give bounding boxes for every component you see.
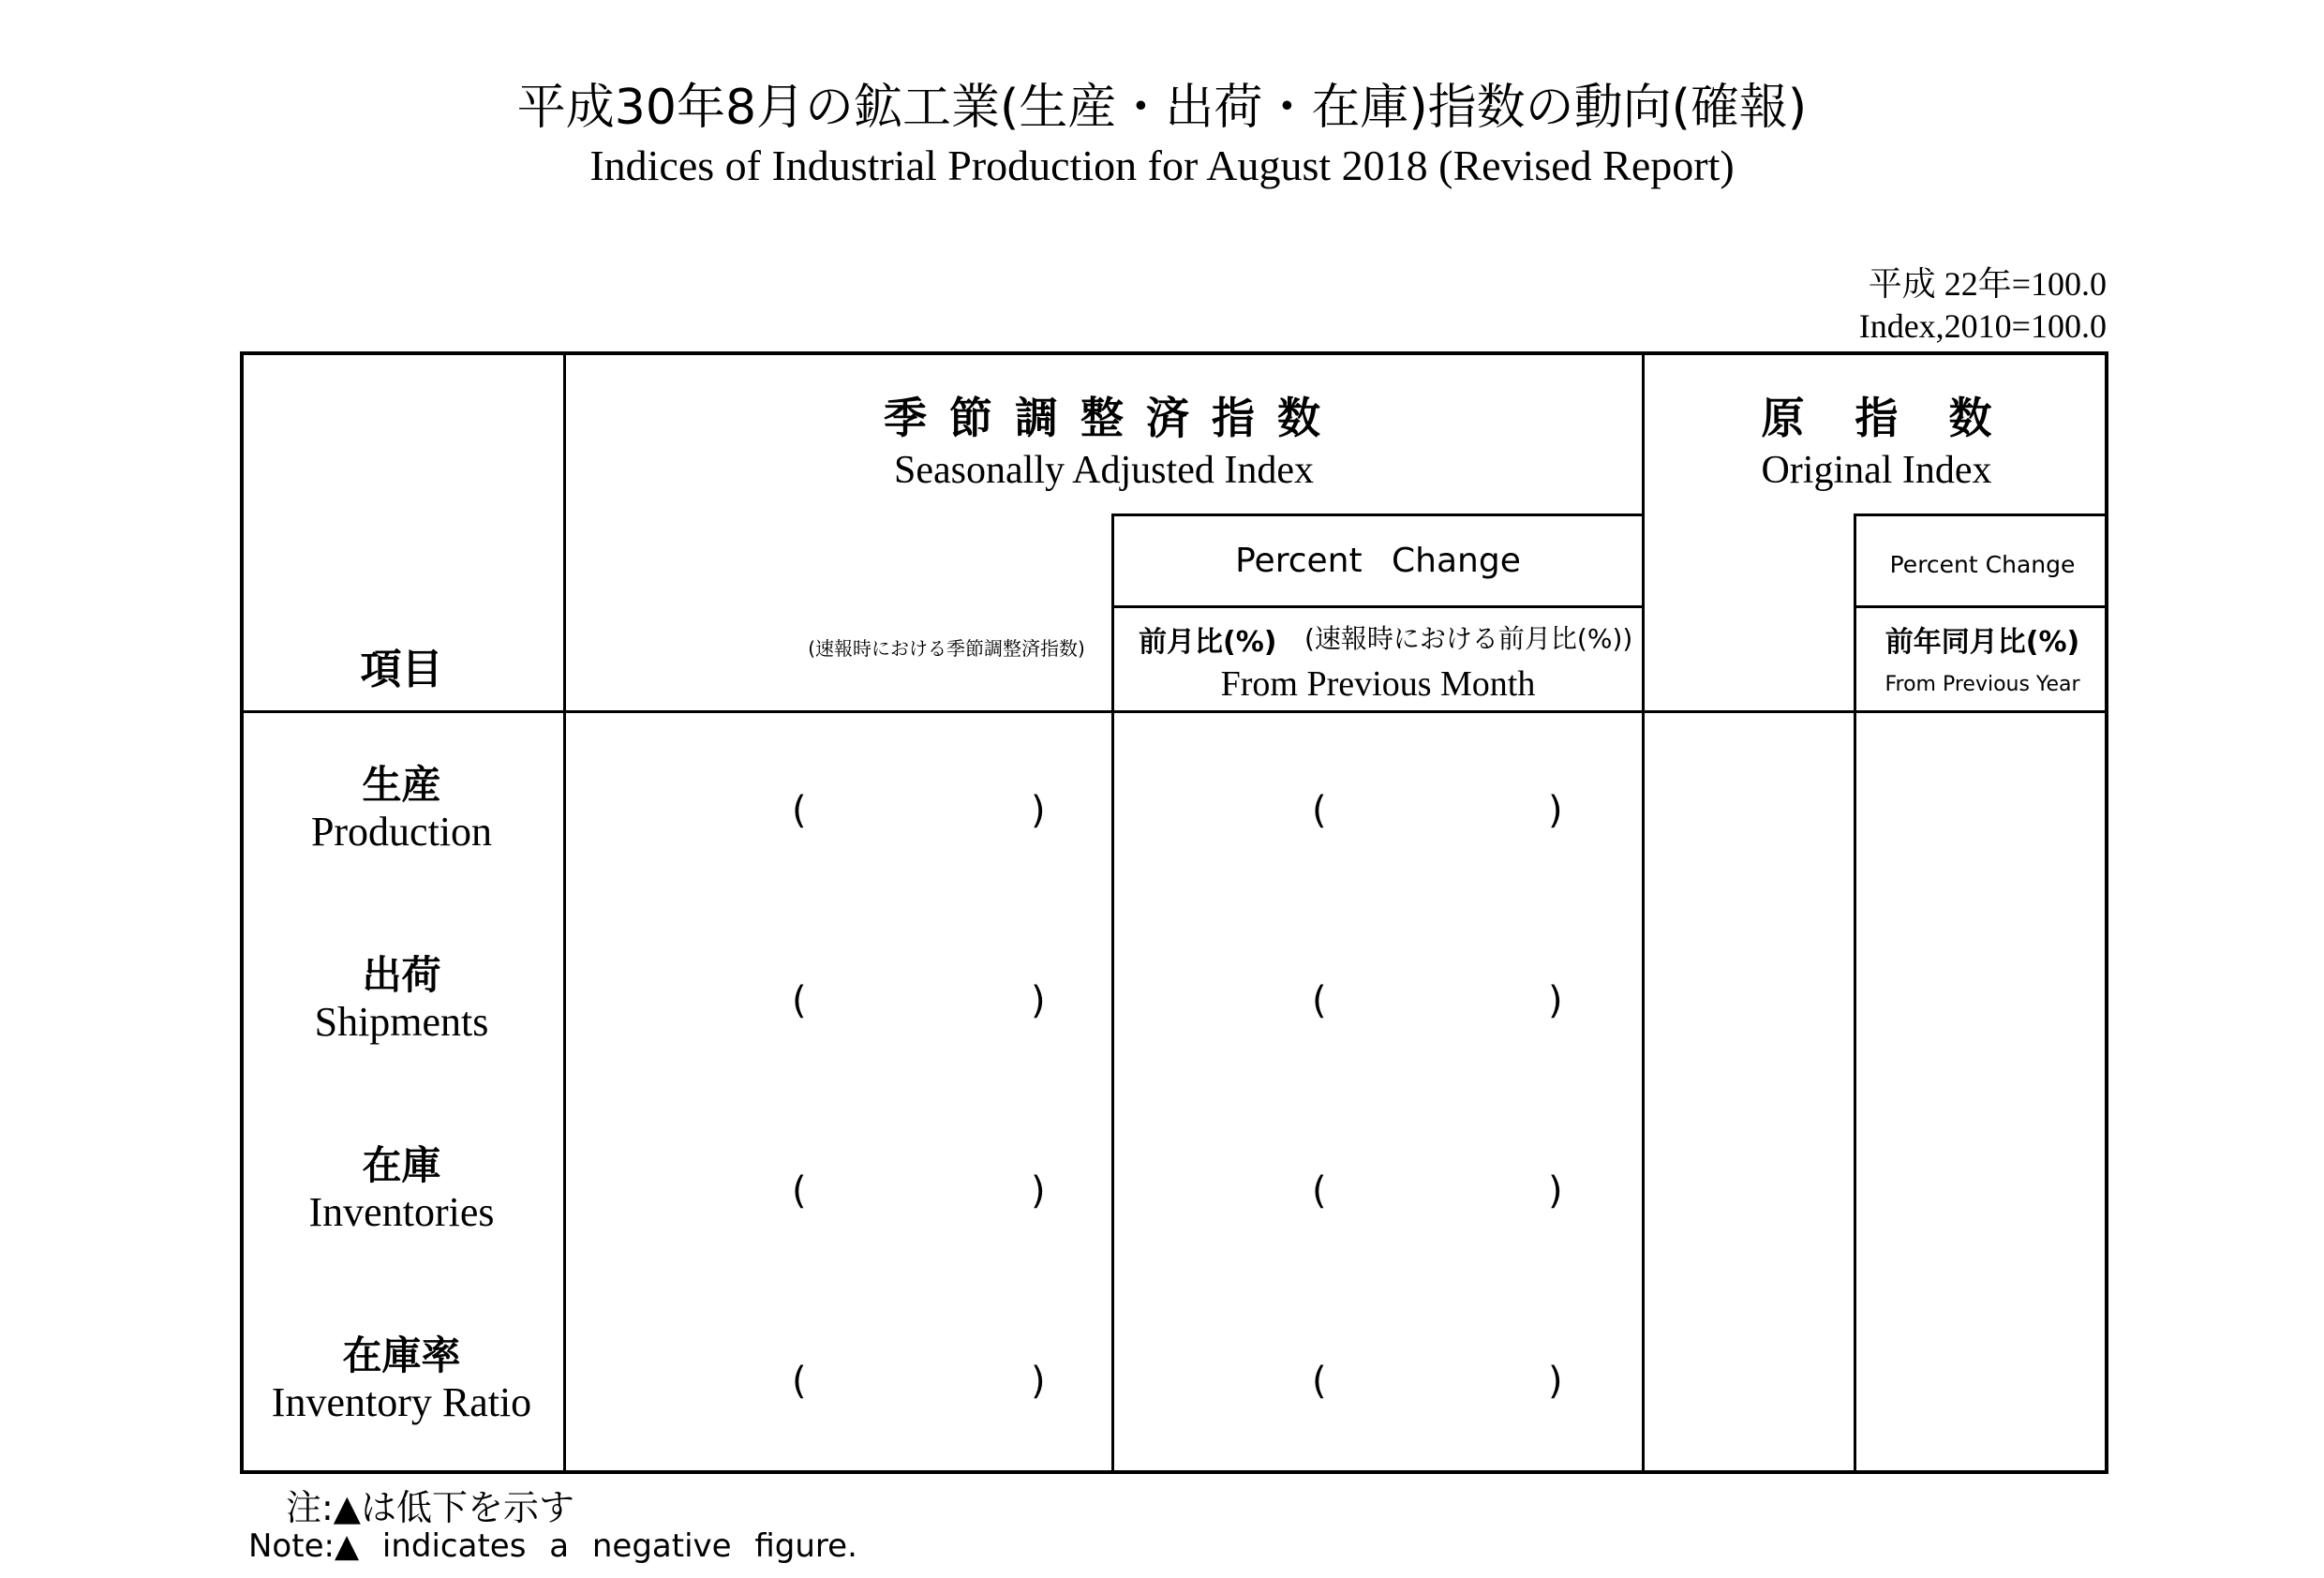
header-yoy-ja: 前年同月比(%) [1885, 626, 2080, 659]
sa-paren-close: ) [1031, 979, 1046, 1022]
base-note-ja [1869, 258, 2107, 305]
header-sa-ja: 季 節 調 整 済 指 数 [883, 393, 1325, 443]
sa-paren-close: ) [1031, 1169, 1046, 1213]
row-label-en: Inventory Ratio [271, 1379, 532, 1425]
header-yoy-percent-change: Percent Change [1889, 551, 2076, 578]
note-en: Note:▲ indicates a negative figure. [248, 1527, 857, 1565]
header-line-yoy-top [1854, 514, 2108, 516]
header-line-yoy-bottom [1854, 605, 2108, 608]
header-yoy-en: From Previous Year [1885, 673, 2080, 696]
title-en: Indices of Industrial Production for August 2018 (Revised Report) [589, 141, 1735, 189]
col-divider-3 [1642, 351, 1645, 1474]
header-item: 項目 [360, 646, 443, 693]
mom-paren-open: ( [1312, 789, 1327, 832]
mom-paren-close: ) [1548, 979, 1563, 1022]
header-mom-prelim-ja: (速報時における前月比(%)) [1304, 623, 1633, 654]
header-line-pc-top [1111, 514, 1642, 516]
row-label-ja: 在庫 [362, 1142, 441, 1188]
col-divider-1 [563, 351, 566, 1474]
mom-paren-open: ( [1312, 979, 1327, 1022]
mom-paren-close: ) [1548, 789, 1563, 832]
header-sa-en: Seasonally Adjusted Index [894, 449, 1314, 492]
mom-paren-open: ( [1312, 1360, 1327, 1403]
header-sa-prelim-note: (速報時における季節調整済指数) [808, 637, 1085, 660]
header-orig-en: Original Index [1761, 449, 1992, 492]
header-bottom-line [240, 710, 2108, 713]
header-line-pc-bottom [1111, 605, 1642, 608]
row-label-en: Inventories [308, 1189, 495, 1235]
row-label-en: Shipments [314, 999, 489, 1045]
header-mom-ja: 前月比(%) [1139, 626, 1277, 659]
sa-paren-open: ( [792, 1169, 807, 1213]
sa-paren-close: ) [1031, 1360, 1046, 1403]
mom-paren-open: ( [1312, 1169, 1327, 1213]
base-note-en: Index,2010=100.0 [1858, 307, 2107, 345]
col-divider-2 [1111, 514, 1114, 1474]
sa-paren-open: ( [792, 1360, 807, 1403]
sa-paren-open: ( [792, 979, 807, 1022]
row-label-en: Production [310, 809, 493, 855]
title-ja: 平成30年8月の鉱工業(生産・出荷・在庫)指数の動向(確報) [516, 80, 1808, 136]
data-table [240, 351, 2108, 1474]
mom-paren-close: ) [1548, 1360, 1563, 1403]
row-label-ja: 在庫率 [342, 1332, 461, 1378]
mom-paren-close: ) [1548, 1169, 1563, 1213]
row-label-ja: 生産 [362, 762, 441, 808]
row-label-ja: 出荷 [362, 952, 441, 998]
sa-paren-close: ) [1031, 789, 1046, 832]
header-percent-change: Percent Change [1235, 542, 1521, 580]
base-note-ja-text: 平成 22年=100.0 [1868, 265, 2107, 303]
header-mom-en: From Previous Month [1220, 664, 1536, 704]
header-orig-ja: 原 指 数 [1761, 393, 1992, 443]
sa-paren-open: ( [792, 789, 807, 832]
note-ja: 注:▲は低下を示す [286, 1487, 575, 1528]
